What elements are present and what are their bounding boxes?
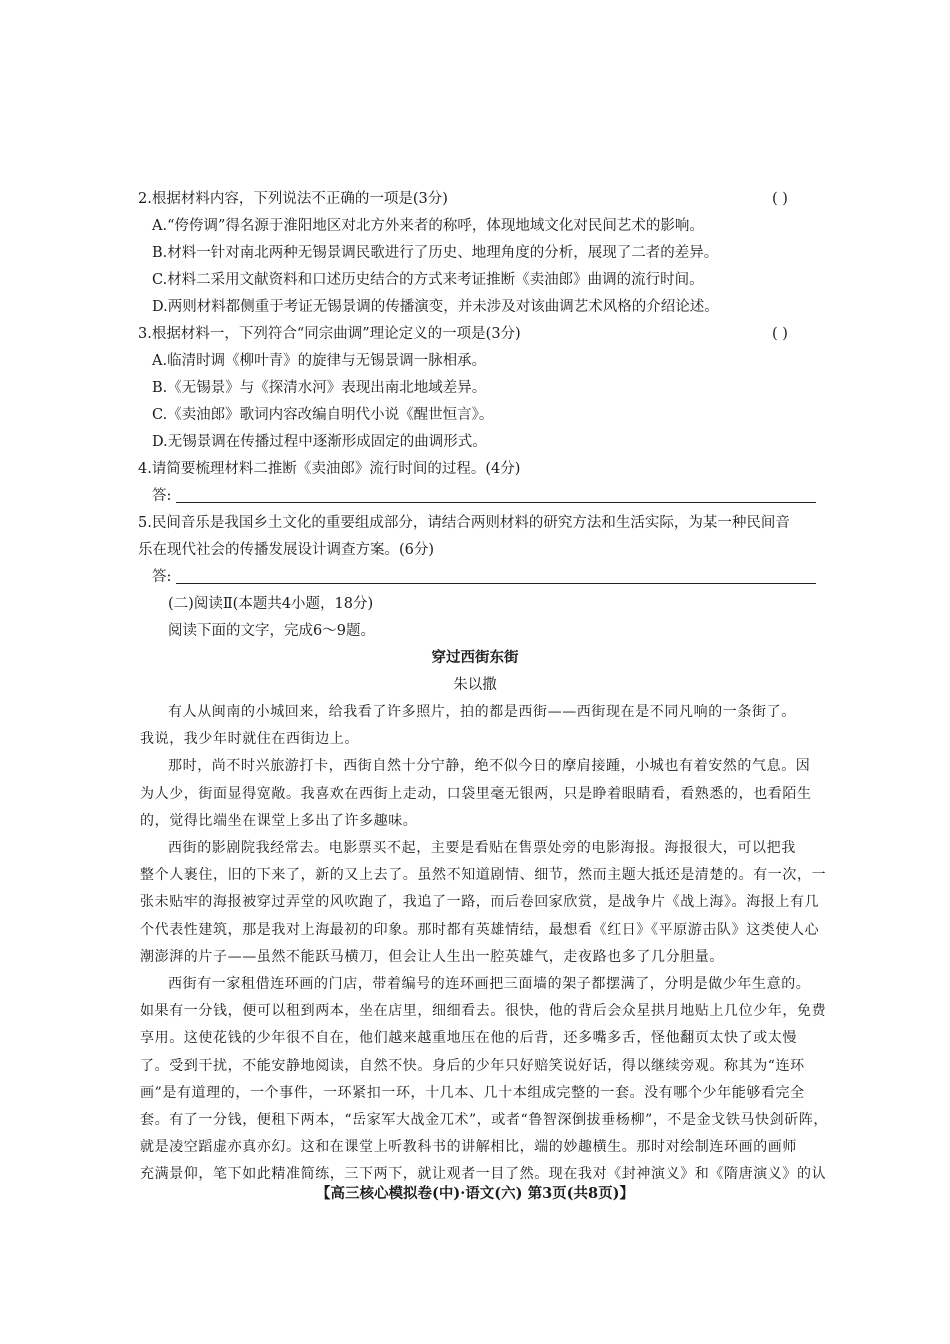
q5-stem-line1: 5.民间音乐是我国乡土文化的重要组成部分，请结合两则材料的研究方法和生活实际，为某一种民间音 — [138, 515, 790, 531]
article-line: 就是凌空蹈虚亦真亦幻。这和在课堂上听教科书的讲解相比，端的妙趣横生。那时对绘制连环画的画师 — [140, 1139, 797, 1156]
article-line: 画”是有道理的，一个事件，一环紧扣一环，十几本、几十本组成完整的一套。没有哪个少年能够看完全 — [140, 1084, 805, 1101]
q2-option-a: A.“侉侉调”得名源于淮阳地区对北方外来者的称呼，体现地域文化对民间艺术的影响。 — [152, 218, 704, 234]
q3-answer-paren: ( ) — [772, 326, 788, 342]
article-line: 潮澎湃的片子——虽然不能跃马横刀，但会让人生出一腔英雄气，走夜路也多了几分胆量。 — [140, 948, 724, 965]
article-line: 有人从闽南的小城回来，给我看了许多照片，拍的都是西街——西街现在是不同凡响的一条街了。 — [168, 704, 796, 720]
article-line: 了。受到干扰，不能安静地阅读，自然不快。身后的少年只好赔笑说好话，得以继续旁观。称其为“连环 — [140, 1057, 805, 1074]
q3-option-d: D.无锡景调在传播过程中逐渐形成固定的曲调形式。 — [152, 434, 487, 450]
article-line: 我说，我少年时就住在西街边上。 — [140, 731, 359, 748]
article-line: 充满景仰，笔下如此精准简练，三下两下，就让观者一目了然。现在我对《封神演义》和《隋唐演义》的认 — [140, 1166, 827, 1183]
q2-option-c: C.材料二采用文献资料和口述历史结合的方式来考证推断《卖油郎》曲调的流行时间。 — [152, 272, 704, 288]
article-line: 套。有了一分钱，便租下两本，“岳家军大战金兀术”，或者“鲁智深倒拔垂杨柳”，不是金戈铁马快剑斫阵， — [140, 1112, 829, 1128]
q5-stem-line2: 乐在现代社会的传播发展设计调查方案。(6分) — [138, 542, 435, 558]
q2-stem: 2.根据材料内容，下列说法不正确的一项是(3分) — [138, 191, 448, 207]
article-line: 西街的影剧院我经常去。电影票买不起，主要是看贴在售票处旁的电影海报。海报很大，可以把我 — [168, 840, 796, 856]
q3-option-b: B.《无锡景》与《探清水河》表现出南北地域差异。 — [152, 380, 487, 396]
q3-stem: 3.根据材料一，下列符合“同宗曲调”理论定义的一项是(3分) — [138, 326, 521, 342]
article-author: 朱以撒 — [453, 677, 497, 693]
q5-answer-line[interactable] — [176, 583, 816, 584]
article-line: 张未贴牢的海报被穿过弄堂的风吹跑了，我追了一路，而后卷回家欣赏，是战争片《战上海》。海报上有几 — [140, 894, 820, 911]
article-line: 的，觉得比端坐在课堂上多出了许多趣味。 — [140, 812, 418, 829]
q4-stem: 4.请简要梳理材料二推断《卖油郎》流行时间的过程。(4分) — [138, 461, 521, 477]
article-line: 个代表性建筑，那是我对上海最初的印象。那时都有英雄情结，最想看《红日》《平原游击队》这类使人心 — [140, 921, 820, 938]
section-heading: (二)阅读Ⅱ(本题共4小题，18分) — [168, 596, 374, 612]
q2-option-b: B.材料一针对南北两种无锡景调民歌进行了历史、地理角度的分析，展现了二者的差异。 — [152, 245, 719, 261]
section-instruction: 阅读下面的文字，完成6～9题。 — [168, 623, 375, 639]
q3-option-c: C.《卖油郎》歌词内容改编自明代小说《醒世恒言》。 — [152, 407, 494, 423]
q4-answer-line[interactable] — [176, 502, 816, 503]
q3-option-a: A.临清时调《柳叶青》的旋律与无锡景调一脉相承。 — [152, 353, 487, 369]
page-footer: 【高三核心模拟卷(中)·语文(六) 第3页(共8页)】 — [316, 1185, 634, 1202]
article-line: 如果有一分钱，便可以租到两本，坐在店里，细细看去。很快，他的背后会众星拱月地贴上几位少年，免费 — [140, 1003, 827, 1020]
article-line: 西街有一家租借连环画的门店，带着编号的连环画把三面墙的架子都摆满了，分明是做少年生意的。 — [168, 976, 811, 992]
article-line: 享用。这使花钱的少年很不自在，他们越来越重地压在他的后背，还多嘴多舌，怪他翻页太快了或太慢 — [140, 1030, 797, 1047]
article-line: 那时，尚不时兴旅游打卡，西街自然十分宁静，绝不似今日的摩肩接踵，小城也有着安然的气息。因 — [168, 758, 811, 775]
article-title: 穿过西街东街 — [431, 649, 519, 666]
q5-answer-label: 答: — [152, 569, 172, 585]
q2-answer-paren: ( ) — [772, 191, 788, 207]
q2-option-d: D.两则材料都侧重于考证无锡景调的传播演变，并未涉及对该曲调艺术风格的介绍论述。 — [152, 299, 719, 315]
q4-answer-label: 答: — [152, 488, 172, 504]
article-line: 为人少，街面显得宽敞。我喜欢在西街上走动，口袋里毫无银两，只是睁着眼睛看，看熟悉的，也看陌生 — [140, 785, 812, 802]
article-line: 整个人裹住，旧的下来了，新的又上去了。虽然不知道剧情、细节，然而主题大抵还是清楚的。有一次，一 — [140, 867, 827, 884]
